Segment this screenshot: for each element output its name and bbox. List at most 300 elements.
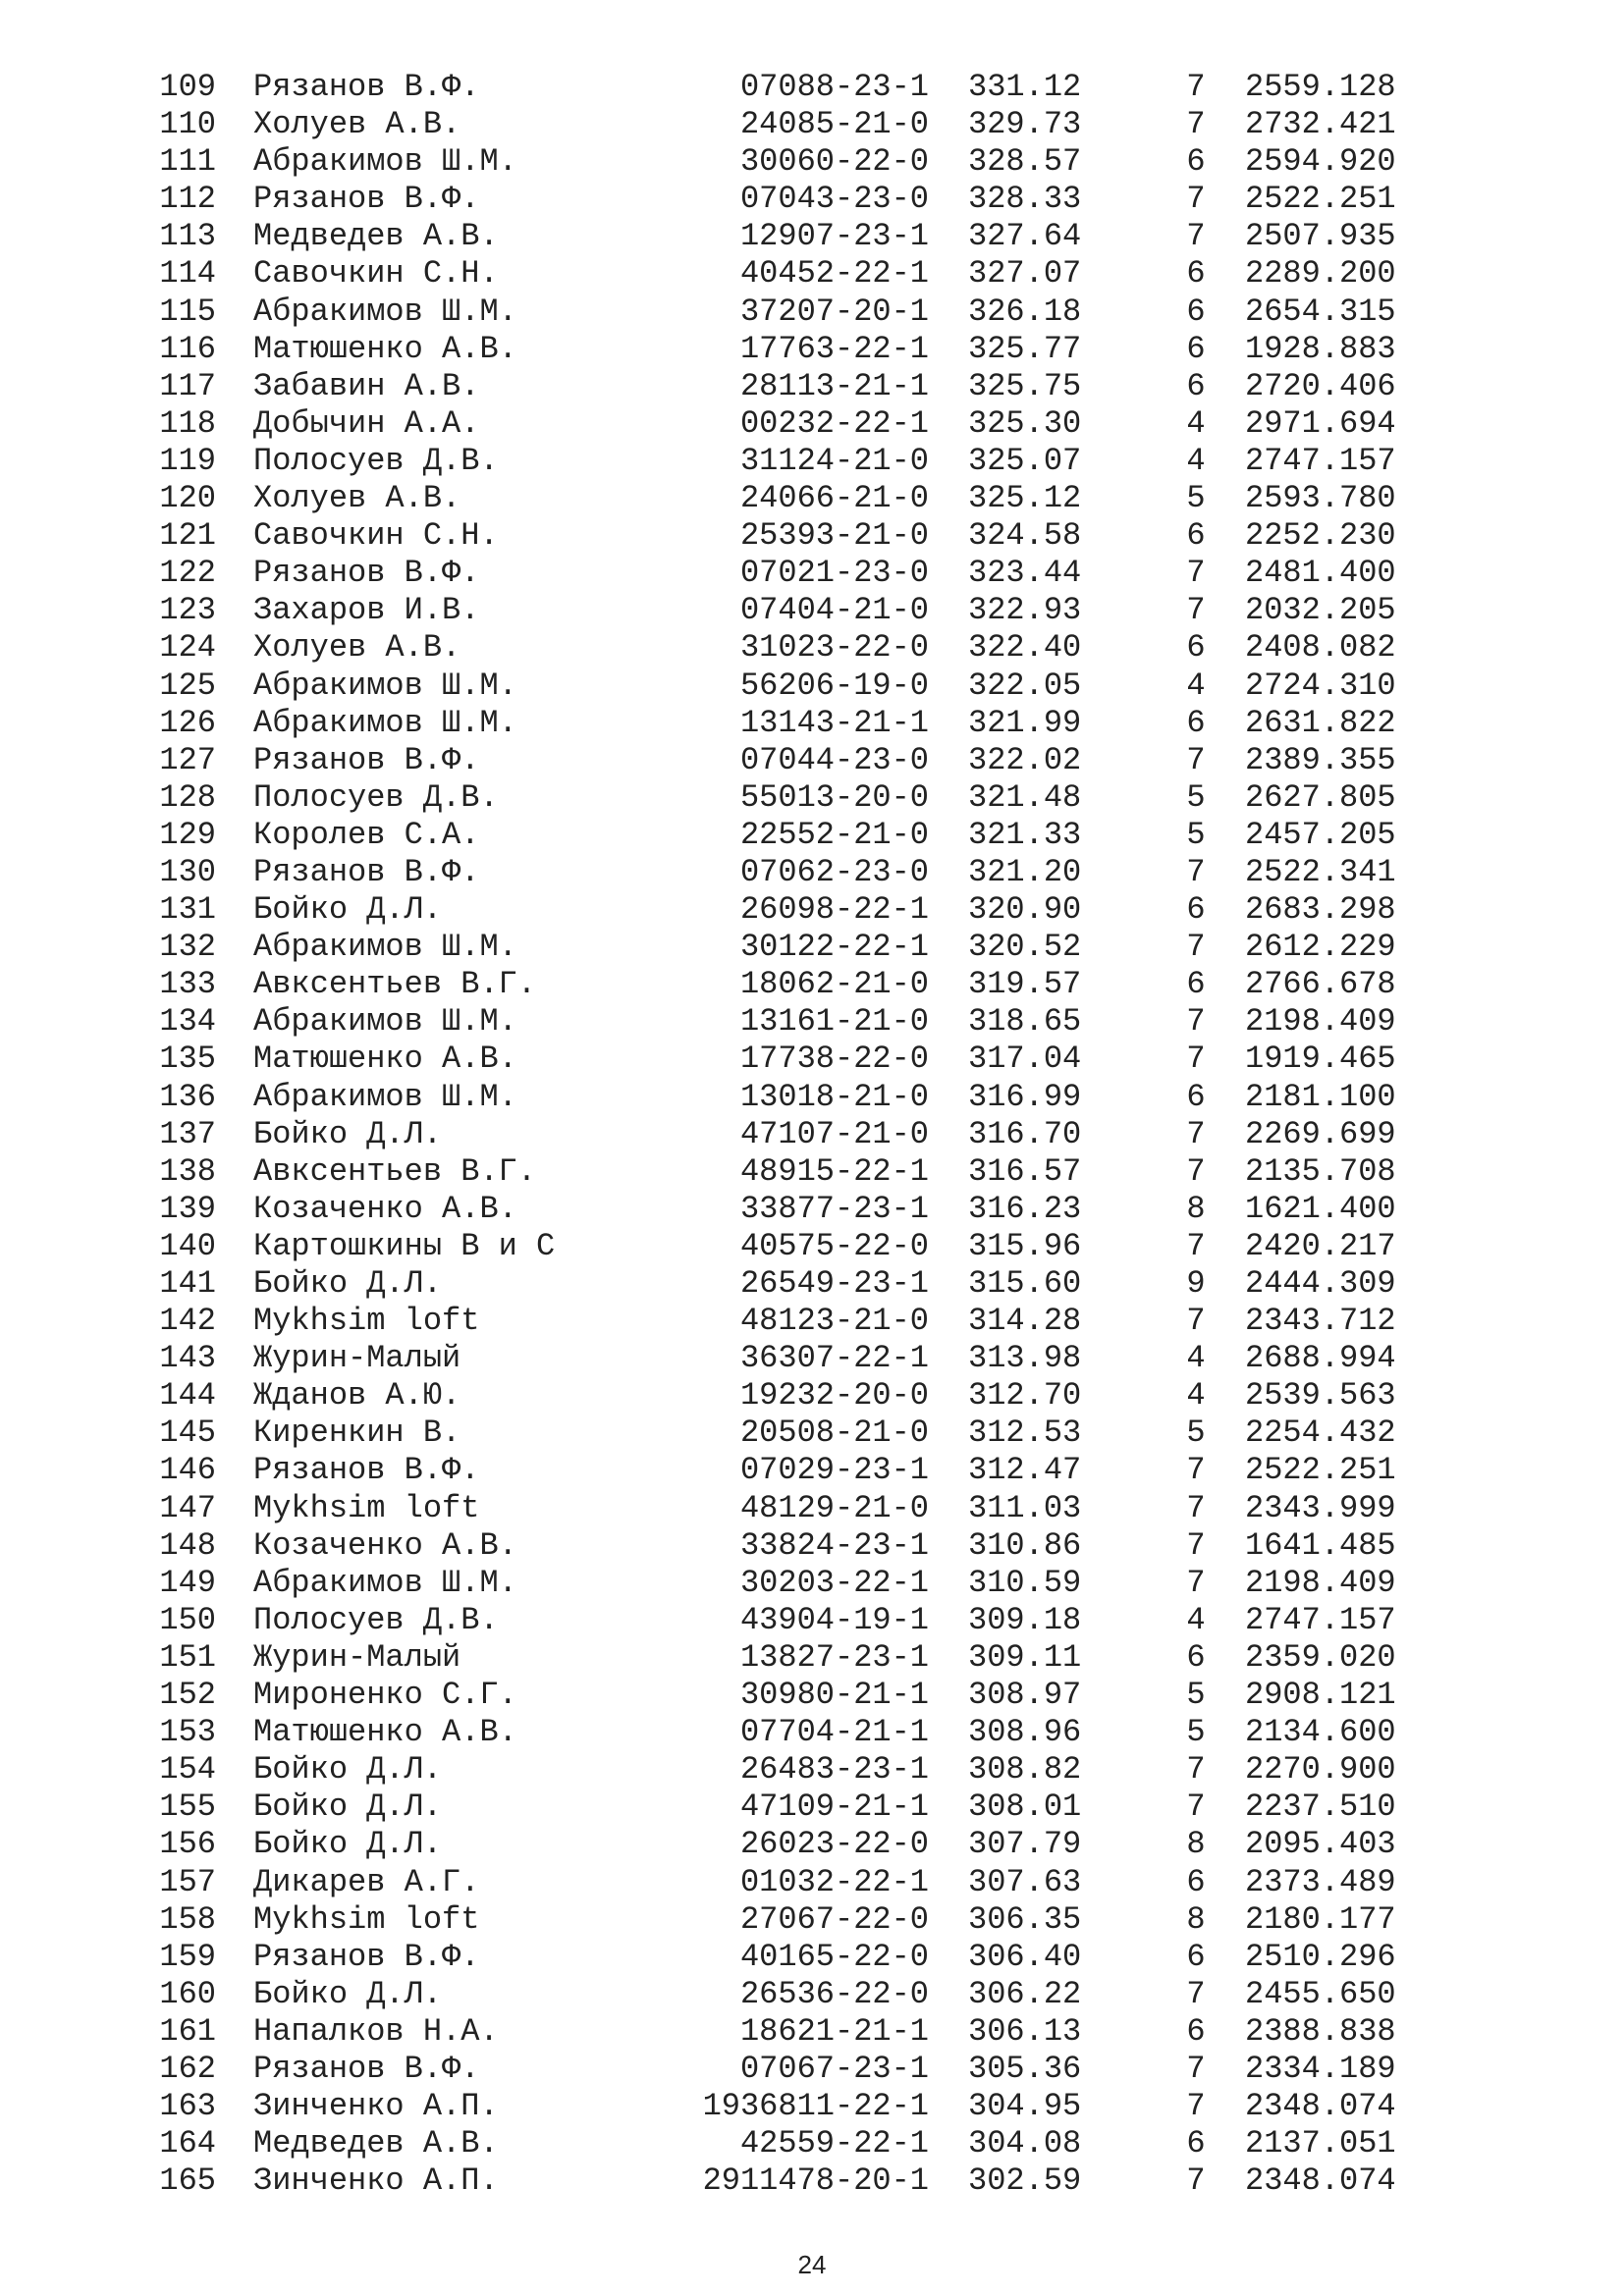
total-cell: 2289.200 <box>1245 255 1396 293</box>
ring-code-cell: 1936811-22-1 <box>702 2088 929 2125</box>
total-cell: 2095.403 <box>1245 1826 1396 1863</box>
score-cell: 309.18 <box>968 1601 1082 1638</box>
ring-code-cell: 47107-21-0 <box>739 1115 929 1152</box>
total-cell: 2198.409 <box>1245 1003 1396 1041</box>
table-row <box>0 629 1624 667</box>
owner-name-cell: Рязанов В.Ф. <box>253 2050 480 2087</box>
count-cell: 7 <box>1186 1303 1206 1340</box>
table-row <box>0 1041 1624 1078</box>
count-cell: 7 <box>1186 1526 1206 1564</box>
ring-code-cell: 27067-22-0 <box>739 1900 929 1938</box>
score-cell: 325.07 <box>968 442 1082 479</box>
score-cell: 325.12 <box>968 480 1082 517</box>
ring-code-cell: 37207-20-1 <box>739 293 929 330</box>
owner-name-cell: Рязанов В.Ф. <box>253 1938 480 1975</box>
total-cell: 1621.400 <box>1245 1190 1396 1227</box>
table-row <box>0 331 1624 368</box>
ring-code-cell: 56206-19-0 <box>739 667 929 704</box>
total-cell: 2269.699 <box>1245 1115 1396 1152</box>
owner-name-cell: Матюшенко А.В. <box>253 330 517 367</box>
table-row <box>0 1116 1624 1153</box>
score-cell: 306.40 <box>968 1938 1082 1975</box>
rank-cell: 140 <box>159 1227 216 1264</box>
total-cell: 2507.935 <box>1245 218 1396 255</box>
rank-cell: 153 <box>159 1714 216 1751</box>
table-row <box>0 929 1624 966</box>
score-cell: 331.12 <box>968 69 1082 105</box>
count-cell: 5 <box>1186 778 1206 816</box>
count-cell: 7 <box>1186 929 1206 966</box>
rank-cell: 133 <box>159 966 216 1003</box>
rank-cell: 122 <box>159 555 216 592</box>
ring-code-cell: 07029-23-1 <box>739 1452 929 1489</box>
count-cell: 7 <box>1186 1452 1206 1489</box>
score-cell: 306.22 <box>968 1975 1082 2012</box>
score-cell: 315.60 <box>968 1265 1082 1302</box>
rank-cell: 145 <box>159 1415 216 1452</box>
count-cell: 6 <box>1186 1863 1206 1900</box>
rank-cell: 158 <box>159 1900 216 1938</box>
ring-code-cell: 31023-22-0 <box>739 629 929 667</box>
owner-name-cell: Напалков Н.А. <box>253 2012 499 2050</box>
table-row <box>0 2163 1624 2200</box>
table-row <box>0 2125 1624 2163</box>
rank-cell: 151 <box>159 1638 216 1676</box>
score-cell: 316.23 <box>968 1190 1082 1227</box>
ring-code-cell: 48915-22-1 <box>739 1152 929 1190</box>
ring-code-cell: 12907-23-1 <box>739 218 929 255</box>
total-cell: 2444.309 <box>1245 1265 1396 1302</box>
count-cell: 5 <box>1186 816 1206 853</box>
rank-cell: 143 <box>159 1340 216 1377</box>
rank-cell: 148 <box>159 1526 216 1564</box>
owner-name-cell: Бойко Д.Л. <box>253 891 443 929</box>
count-cell: 5 <box>1186 480 1206 517</box>
total-cell: 2032.205 <box>1245 592 1396 629</box>
total-cell: 2688.994 <box>1245 1340 1396 1377</box>
rank-cell: 114 <box>159 255 216 293</box>
count-cell: 6 <box>1186 1638 1206 1676</box>
owner-name-cell: Жданов А.Ю. <box>253 1377 461 1415</box>
owner-name-cell: Савочкин С.Н. <box>253 517 499 555</box>
score-cell: 307.63 <box>968 1863 1082 1900</box>
table-row <box>0 1228 1624 1265</box>
rank-cell: 163 <box>159 2088 216 2125</box>
table-row <box>0 143 1624 181</box>
count-cell: 7 <box>1186 1489 1206 1526</box>
ring-code-cell: 33824-23-1 <box>739 1526 929 1564</box>
rank-cell: 155 <box>159 1789 216 1826</box>
count-cell: 7 <box>1186 2163 1206 2200</box>
score-cell: 323.44 <box>968 555 1082 592</box>
owner-name-cell: Полосуев Д.В. <box>253 778 499 816</box>
score-cell: 305.36 <box>968 2050 1082 2087</box>
rank-cell: 147 <box>159 1489 216 1526</box>
ring-code-cell: 07044-23-0 <box>739 741 929 778</box>
ring-code-cell: 24085-21-0 <box>739 106 929 143</box>
total-cell: 2683.298 <box>1245 891 1396 929</box>
count-cell: 6 <box>1186 1078 1206 1115</box>
count-cell: 7 <box>1186 2088 1206 2125</box>
owner-name-cell: Авксентьев В.Г. <box>253 966 537 1003</box>
ring-code-cell: 48129-21-0 <box>739 1489 929 1526</box>
score-cell: 322.02 <box>968 741 1082 778</box>
rank-cell: 144 <box>159 1377 216 1415</box>
ring-code-cell: 30203-22-1 <box>739 1564 929 1601</box>
total-cell: 2408.082 <box>1245 629 1396 667</box>
rank-cell: 126 <box>159 704 216 741</box>
count-cell: 8 <box>1186 1900 1206 1938</box>
owner-name-cell: Журин-Малый <box>253 1638 461 1676</box>
table-row <box>0 218 1624 255</box>
table-row <box>0 1490 1624 1527</box>
page-number: 24 <box>797 2250 827 2279</box>
total-cell: 2539.563 <box>1245 1377 1396 1415</box>
score-cell: 313.98 <box>968 1340 1082 1377</box>
score-cell: 314.28 <box>968 1303 1082 1340</box>
ring-code-cell: 40165-22-0 <box>739 1938 929 1975</box>
count-cell: 7 <box>1186 1975 1206 2012</box>
table-row <box>0 368 1624 405</box>
table-row <box>0 1565 1624 1602</box>
owner-name-cell: Матюшенко А.В. <box>253 1041 517 1078</box>
total-cell: 2198.409 <box>1245 1564 1396 1601</box>
ring-code-cell: 2911478-20-1 <box>702 2163 929 2200</box>
table-row <box>0 667 1624 705</box>
rank-cell: 152 <box>159 1677 216 1714</box>
count-cell: 6 <box>1186 517 1206 555</box>
rank-cell: 160 <box>159 1975 216 2012</box>
score-cell: 320.52 <box>968 929 1082 966</box>
rank-cell: 123 <box>159 592 216 629</box>
total-cell: 2389.355 <box>1245 741 1396 778</box>
total-cell: 2359.020 <box>1245 1638 1396 1676</box>
count-cell: 7 <box>1186 555 1206 592</box>
ring-code-cell: 13018-21-0 <box>739 1078 929 1115</box>
total-cell: 2627.805 <box>1245 778 1396 816</box>
ring-code-cell: 19232-20-0 <box>739 1377 929 1415</box>
total-cell: 2270.900 <box>1245 1751 1396 1789</box>
table-row <box>0 2051 1624 2088</box>
score-cell: 310.86 <box>968 1526 1082 1564</box>
count-cell: 7 <box>1186 106 1206 143</box>
count-cell: 6 <box>1186 891 1206 929</box>
owner-name-cell: Козаченко А.В. <box>253 1190 517 1227</box>
score-cell: 325.75 <box>968 367 1082 404</box>
score-cell: 324.58 <box>968 517 1082 555</box>
ring-code-cell: 30060-22-0 <box>739 143 929 181</box>
owner-name-cell: Зинченко А.П. <box>253 2163 499 2200</box>
table-row <box>0 966 1624 1003</box>
table-row <box>0 1939 1624 1976</box>
score-cell: 322.40 <box>968 629 1082 667</box>
ring-code-cell: 07088-23-1 <box>739 69 929 105</box>
rank-cell: 130 <box>159 853 216 890</box>
owner-name-cell: Медведев А.В. <box>253 2125 499 2163</box>
ring-code-cell: 20508-21-0 <box>739 1415 929 1452</box>
score-cell: 316.57 <box>968 1152 1082 1190</box>
owner-name-cell: Добычин А.А. <box>253 404 480 442</box>
score-cell: 302.59 <box>968 2163 1082 2200</box>
score-cell: 312.47 <box>968 1452 1082 1489</box>
rank-cell: 124 <box>159 629 216 667</box>
rank-cell: 129 <box>159 816 216 853</box>
ring-code-cell: 40575-22-0 <box>739 1227 929 1264</box>
total-cell: 2766.678 <box>1245 966 1396 1003</box>
score-cell: 307.79 <box>968 1826 1082 1863</box>
owner-name-cell: Абракимов Ш.М. <box>253 929 517 966</box>
table-row <box>0 891 1624 929</box>
score-cell: 321.20 <box>968 853 1082 890</box>
score-cell: 320.90 <box>968 891 1082 929</box>
total-cell: 2457.205 <box>1245 816 1396 853</box>
count-cell: 7 <box>1186 1115 1206 1152</box>
rank-cell: 146 <box>159 1452 216 1489</box>
owner-name-cell: Рязанов В.Ф. <box>253 555 480 592</box>
score-cell: 310.59 <box>968 1564 1082 1601</box>
score-cell: 308.01 <box>968 1789 1082 1826</box>
count-cell: 6 <box>1186 367 1206 404</box>
rank-cell: 156 <box>159 1826 216 1863</box>
ring-code-cell: 26483-23-1 <box>739 1751 929 1789</box>
owner-name-cell: Абракимов Ш.М. <box>253 143 517 181</box>
count-cell: 7 <box>1186 741 1206 778</box>
owner-name-cell: Абракимов Ш.М. <box>253 667 517 704</box>
total-cell: 2510.296 <box>1245 1938 1396 1975</box>
total-cell: 2971.694 <box>1245 404 1396 442</box>
owner-name-cell: Абракимов Ш.М. <box>253 293 517 330</box>
total-cell: 1928.883 <box>1245 330 1396 367</box>
table-row <box>0 1751 1624 1789</box>
ring-code-cell: 28113-21-1 <box>739 367 929 404</box>
count-cell: 7 <box>1186 1003 1206 1041</box>
rank-cell: 113 <box>159 218 216 255</box>
ring-code-cell: 07404-21-0 <box>739 592 929 629</box>
table-row <box>0 1976 1624 2013</box>
count-cell: 8 <box>1186 1190 1206 1227</box>
rank-cell: 128 <box>159 778 216 816</box>
rank-cell: 125 <box>159 667 216 704</box>
count-cell: 5 <box>1186 1714 1206 1751</box>
ring-code-cell: 18621-21-1 <box>739 2012 929 2050</box>
owner-name-cell: Холуев А.В. <box>253 629 461 667</box>
rank-cell: 150 <box>159 1601 216 1638</box>
owner-name-cell: Рязанов В.Ф. <box>253 741 480 778</box>
rank-cell: 118 <box>159 404 216 442</box>
table-row <box>0 1377 1624 1415</box>
total-cell: 2594.920 <box>1245 143 1396 181</box>
rank-cell: 141 <box>159 1265 216 1302</box>
ring-code-cell: 13827-23-1 <box>739 1638 929 1676</box>
score-cell: 312.53 <box>968 1415 1082 1452</box>
count-cell: 6 <box>1186 143 1206 181</box>
count-cell: 6 <box>1186 704 1206 741</box>
ring-code-cell: 00232-22-1 <box>739 404 929 442</box>
ring-code-cell: 43904-19-1 <box>739 1601 929 1638</box>
owner-name-cell: Киренкин В. <box>253 1415 461 1452</box>
table-row <box>0 817 1624 854</box>
total-cell: 2559.128 <box>1245 69 1396 105</box>
count-cell: 7 <box>1186 218 1206 255</box>
score-cell: 308.97 <box>968 1677 1082 1714</box>
table-row <box>0 1303 1624 1340</box>
ring-code-cell: 30980-21-1 <box>739 1677 929 1714</box>
ring-code-cell: 17738-22-0 <box>739 1041 929 1078</box>
owner-name-cell: Зинченко А.П. <box>253 2088 499 2125</box>
owner-name-cell: Козаченко А.В. <box>253 1526 517 1564</box>
total-cell: 2237.510 <box>1245 1789 1396 1826</box>
rank-cell: 134 <box>159 1003 216 1041</box>
table-row <box>0 1639 1624 1677</box>
owner-name-cell: Матюшенко А.В. <box>253 1714 517 1751</box>
ring-code-cell: 36307-22-1 <box>739 1340 929 1377</box>
table-row <box>0 592 1624 629</box>
table-row <box>0 1901 1624 1939</box>
ring-code-cell: 07062-23-0 <box>739 853 929 890</box>
rank-cell: 164 <box>159 2125 216 2163</box>
rank-cell: 139 <box>159 1190 216 1227</box>
rank-cell: 142 <box>159 1303 216 1340</box>
owner-name-cell: Бойко Д.Л. <box>253 1789 443 1826</box>
table-row <box>0 1452 1624 1489</box>
owner-name-cell: Mykhsim loft <box>253 1489 480 1526</box>
results-table <box>0 69 1624 2200</box>
total-cell: 2343.999 <box>1245 1489 1396 1526</box>
count-cell: 6 <box>1186 2012 1206 2050</box>
rank-cell: 110 <box>159 106 216 143</box>
total-cell: 1919.465 <box>1245 1041 1396 1078</box>
count-cell: 6 <box>1186 330 1206 367</box>
score-cell: 306.35 <box>968 1900 1082 1938</box>
ring-code-cell: 07021-23-0 <box>739 555 929 592</box>
table-row <box>0 69 1624 106</box>
owner-name-cell: Рязанов В.Ф. <box>253 1452 480 1489</box>
score-cell: 311.03 <box>968 1489 1082 1526</box>
table-row <box>0 705 1624 742</box>
owner-name-cell: Дикарев А.Г. <box>253 1863 480 1900</box>
table-row <box>0 405 1624 443</box>
score-cell: 306.13 <box>968 2012 1082 2050</box>
ring-code-cell: 31124-21-0 <box>739 442 929 479</box>
owner-name-cell: Абракимов Ш.М. <box>253 1078 517 1115</box>
score-cell: 327.64 <box>968 218 1082 255</box>
total-cell: 2334.189 <box>1245 2050 1396 2087</box>
score-cell: 327.07 <box>968 255 1082 293</box>
score-cell: 315.96 <box>968 1227 1082 1264</box>
owner-name-cell: Абракимов Ш.М. <box>253 1564 517 1601</box>
count-cell: 6 <box>1186 255 1206 293</box>
table-row <box>0 255 1624 293</box>
rank-cell: 115 <box>159 293 216 330</box>
rank-cell: 154 <box>159 1751 216 1789</box>
table-row <box>0 555 1624 592</box>
rank-cell: 119 <box>159 442 216 479</box>
count-cell: 5 <box>1186 1415 1206 1452</box>
table-row <box>0 779 1624 817</box>
rank-cell: 131 <box>159 891 216 929</box>
score-cell: 321.48 <box>968 778 1082 816</box>
total-cell: 2181.100 <box>1245 1078 1396 1115</box>
count-cell: 5 <box>1186 1677 1206 1714</box>
score-cell: 329.73 <box>968 106 1082 143</box>
ring-code-cell: 55013-20-0 <box>739 778 929 816</box>
table-row <box>0 480 1624 517</box>
ring-code-cell: 26549-23-1 <box>739 1265 929 1302</box>
owner-name-cell: Журин-Малый <box>253 1340 461 1377</box>
count-cell: 7 <box>1186 1751 1206 1789</box>
count-cell: 4 <box>1186 1377 1206 1415</box>
ring-code-cell: 01032-22-1 <box>739 1863 929 1900</box>
score-cell: 321.33 <box>968 816 1082 853</box>
table-row <box>0 854 1624 891</box>
score-cell: 328.33 <box>968 181 1082 218</box>
owner-name-cell: Полосуев Д.В. <box>253 1601 499 1638</box>
total-cell: 2137.051 <box>1245 2125 1396 2163</box>
count-cell: 6 <box>1186 629 1206 667</box>
owner-name-cell: Бойко Д.Л. <box>253 1265 443 1302</box>
score-cell: 304.08 <box>968 2125 1082 2163</box>
owner-name-cell: Захаров И.В. <box>253 592 480 629</box>
rank-cell: 157 <box>159 1863 216 1900</box>
rank-cell: 109 <box>159 69 216 105</box>
total-cell: 2747.157 <box>1245 442 1396 479</box>
owner-name-cell: Mykhsim loft <box>253 1303 480 1340</box>
rank-cell: 132 <box>159 929 216 966</box>
score-cell: 318.65 <box>968 1003 1082 1041</box>
total-cell: 2522.251 <box>1245 1452 1396 1489</box>
total-cell: 2522.341 <box>1245 853 1396 890</box>
owner-name-cell: Холуев А.В. <box>253 480 461 517</box>
rank-cell: 116 <box>159 330 216 367</box>
count-cell: 6 <box>1186 966 1206 1003</box>
total-cell: 2348.074 <box>1245 2088 1396 2125</box>
table-row <box>0 106 1624 143</box>
count-cell: 7 <box>1186 1564 1206 1601</box>
total-cell: 2732.421 <box>1245 106 1396 143</box>
count-cell: 7 <box>1186 2050 1206 2087</box>
rank-cell: 149 <box>159 1564 216 1601</box>
table-row <box>0 1677 1624 1714</box>
table-row <box>0 1527 1624 1565</box>
score-cell: 316.70 <box>968 1115 1082 1152</box>
count-cell: 6 <box>1186 293 1206 330</box>
table-row <box>0 1191 1624 1228</box>
rank-cell: 159 <box>159 1938 216 1975</box>
ring-code-cell: 07043-23-0 <box>739 181 929 218</box>
table-row <box>0 1864 1624 1901</box>
owner-name-cell: Рязанов В.Ф. <box>253 181 480 218</box>
owner-name-cell: Королев С.А. <box>253 816 480 853</box>
score-cell: 325.77 <box>968 330 1082 367</box>
score-cell: 317.04 <box>968 1041 1082 1078</box>
owner-name-cell: Авксентьев В.Г. <box>253 1152 537 1190</box>
ring-code-cell: 18062-21-0 <box>739 966 929 1003</box>
score-cell: 322.93 <box>968 592 1082 629</box>
total-cell: 2747.157 <box>1245 1601 1396 1638</box>
total-cell: 2348.074 <box>1245 2163 1396 2200</box>
score-cell: 322.05 <box>968 667 1082 704</box>
table-row <box>0 294 1624 331</box>
count-cell: 7 <box>1186 853 1206 890</box>
table-row <box>0 2088 1624 2125</box>
table-row <box>0 1415 1624 1452</box>
score-cell: 328.57 <box>968 143 1082 181</box>
total-cell: 2373.489 <box>1245 1863 1396 1900</box>
owner-name-cell: Бойко Д.Л. <box>253 1115 443 1152</box>
owner-name-cell: Картошкины В и С <box>253 1227 556 1264</box>
count-cell: 8 <box>1186 1826 1206 1863</box>
rank-cell: 161 <box>159 2012 216 2050</box>
